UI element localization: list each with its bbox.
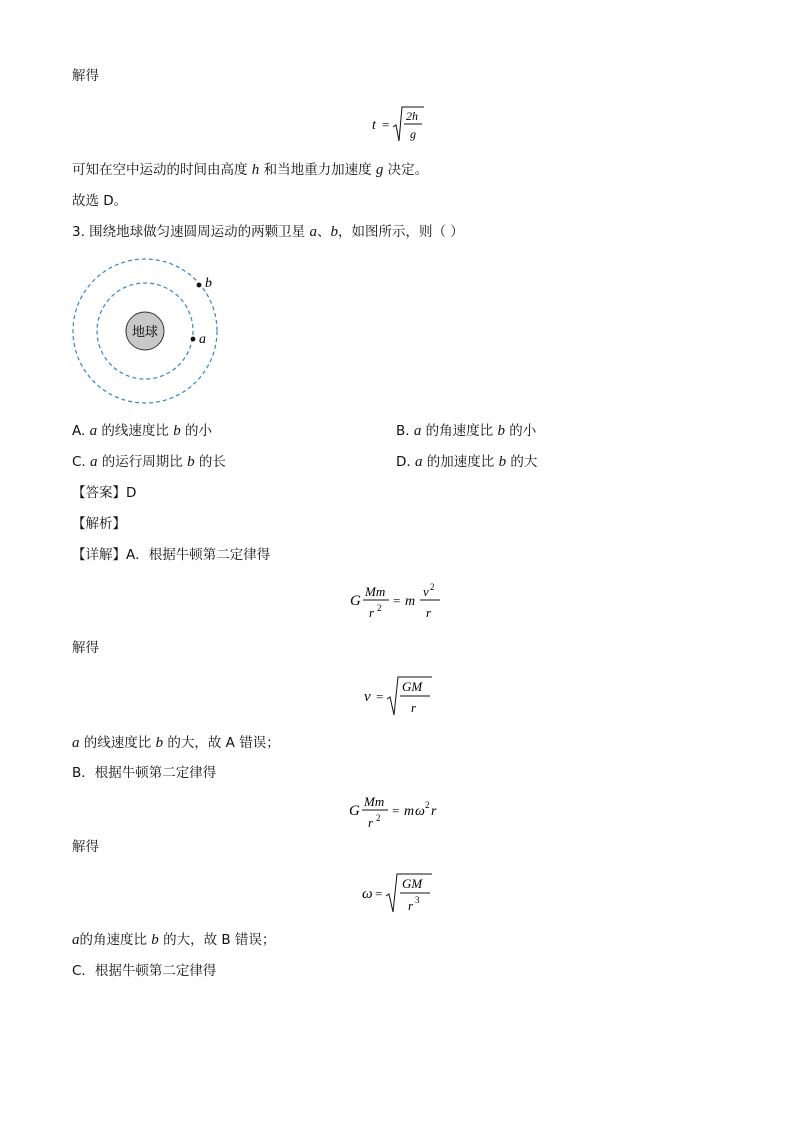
mm-num: Mm xyxy=(365,584,386,599)
var-b: b xyxy=(173,423,181,439)
sup-3: 3 xyxy=(415,895,420,905)
text: 的角速度比 xyxy=(421,423,498,439)
var-a: a xyxy=(414,454,423,470)
text: B. xyxy=(396,423,414,439)
text: 和当地重力加速度 xyxy=(259,162,376,178)
analysis-label: 【解析】 xyxy=(72,516,126,532)
r-den: r xyxy=(426,605,432,620)
mm-num: Mm xyxy=(364,794,385,809)
sup-2: 2 xyxy=(425,800,430,810)
var-b: b xyxy=(187,454,195,470)
option-b xyxy=(396,421,536,441)
formula-gravity-v xyxy=(348,578,448,626)
c-intro-line: C．根据牛顿第二定律得 xyxy=(72,963,217,979)
formula-v xyxy=(360,673,440,721)
satellite-b-label: b xyxy=(205,276,212,291)
formula-omega xyxy=(358,870,440,918)
eq: = xyxy=(375,886,383,901)
gm-num: GM xyxy=(402,679,423,694)
text: C. xyxy=(72,454,91,470)
text: 决定。 xyxy=(383,162,429,178)
r-den: r xyxy=(369,605,375,620)
option-a xyxy=(72,421,212,441)
text: 可知在空中运动的时间由高度 xyxy=(72,162,252,178)
var-b: b xyxy=(155,735,164,751)
answer-label: 【答案】 xyxy=(72,485,126,501)
formula-t xyxy=(368,103,428,147)
satellite-a-dot xyxy=(191,337,196,342)
option-d xyxy=(396,452,537,472)
formula-gravity-omega xyxy=(347,790,447,834)
text: ，如图所示，则（ ） xyxy=(337,224,464,240)
t-lhs: t xyxy=(372,118,376,133)
var-a: a xyxy=(413,423,422,439)
explain-t-line xyxy=(72,160,428,180)
text: 、 xyxy=(316,224,331,240)
m-var: m xyxy=(405,594,416,609)
t-den: g xyxy=(410,127,416,141)
text: 的大 xyxy=(506,454,538,470)
text: A. xyxy=(72,423,90,439)
text: 的长 xyxy=(194,454,226,470)
eq: = xyxy=(393,593,401,608)
text: 的线速度比 xyxy=(97,423,174,439)
detail-line: 【详解】A．根据牛顿第二定律得 xyxy=(72,547,271,563)
text: D. xyxy=(396,454,415,470)
var-a: a xyxy=(90,454,98,470)
earth-label: 地球 xyxy=(131,324,159,339)
answer-line xyxy=(72,483,136,503)
omega-var: ω xyxy=(415,804,425,819)
text: 的运行周期比 xyxy=(97,454,188,470)
g-const: G xyxy=(350,593,361,609)
g-const: G xyxy=(349,803,360,819)
satellite-b-dot xyxy=(197,283,202,288)
text: 的小 xyxy=(504,423,537,439)
sup-2: 2 xyxy=(376,813,381,823)
jiede-label-3: 解得 xyxy=(72,839,99,855)
sup-2: 2 xyxy=(377,603,382,613)
text: 的线速度比 xyxy=(79,735,156,751)
text: 的加速度比 xyxy=(422,454,499,470)
choose-line: 故选 D。 xyxy=(72,193,128,209)
text: 的大，故 A 错误； xyxy=(163,735,280,751)
t-num: 2h xyxy=(406,109,418,123)
eq: = xyxy=(392,803,400,818)
r-den: r xyxy=(368,815,374,830)
var-a: a xyxy=(72,932,80,948)
answer-value: D xyxy=(126,485,137,501)
r-den: r xyxy=(411,700,417,715)
eq: = xyxy=(376,689,384,704)
b-intro-line: B．根据牛顿第二定律得 xyxy=(72,765,217,781)
jiede-label-2: 解得 xyxy=(72,640,99,656)
sup-2: 2 xyxy=(430,582,435,592)
var-h: h xyxy=(251,162,260,178)
var-b: b xyxy=(498,454,507,470)
var-g: g xyxy=(375,162,384,178)
text: 的角速度比 xyxy=(79,932,152,948)
text: 的小 xyxy=(180,423,212,439)
var-b: b xyxy=(330,224,338,240)
var-a: a xyxy=(89,423,98,439)
var-a: a xyxy=(309,224,317,240)
v-lhs: v xyxy=(364,689,371,705)
r-den: r xyxy=(408,898,414,913)
var-b: b xyxy=(497,423,505,439)
orbit-figure xyxy=(68,256,228,406)
jiede-label-1: 解得 xyxy=(72,68,99,84)
gm-num: GM xyxy=(402,876,423,891)
question-3 xyxy=(72,222,464,242)
m-var: m xyxy=(404,804,415,819)
text: 的大，故 B 错误； xyxy=(158,932,276,948)
text: 3. 围绕地球做匀速圆周运动的两颗卫星 xyxy=(72,224,310,240)
option-c xyxy=(72,452,226,472)
t-eq: = xyxy=(382,117,390,132)
var-b: b xyxy=(151,932,159,948)
v-num: v xyxy=(423,584,429,599)
var-a: a xyxy=(72,735,80,751)
omega-lhs: ω xyxy=(362,886,373,902)
conclusion-b xyxy=(72,930,275,950)
satellite-a-label: a xyxy=(199,332,206,347)
r-var: r xyxy=(431,804,437,819)
conclusion-a xyxy=(72,733,280,753)
